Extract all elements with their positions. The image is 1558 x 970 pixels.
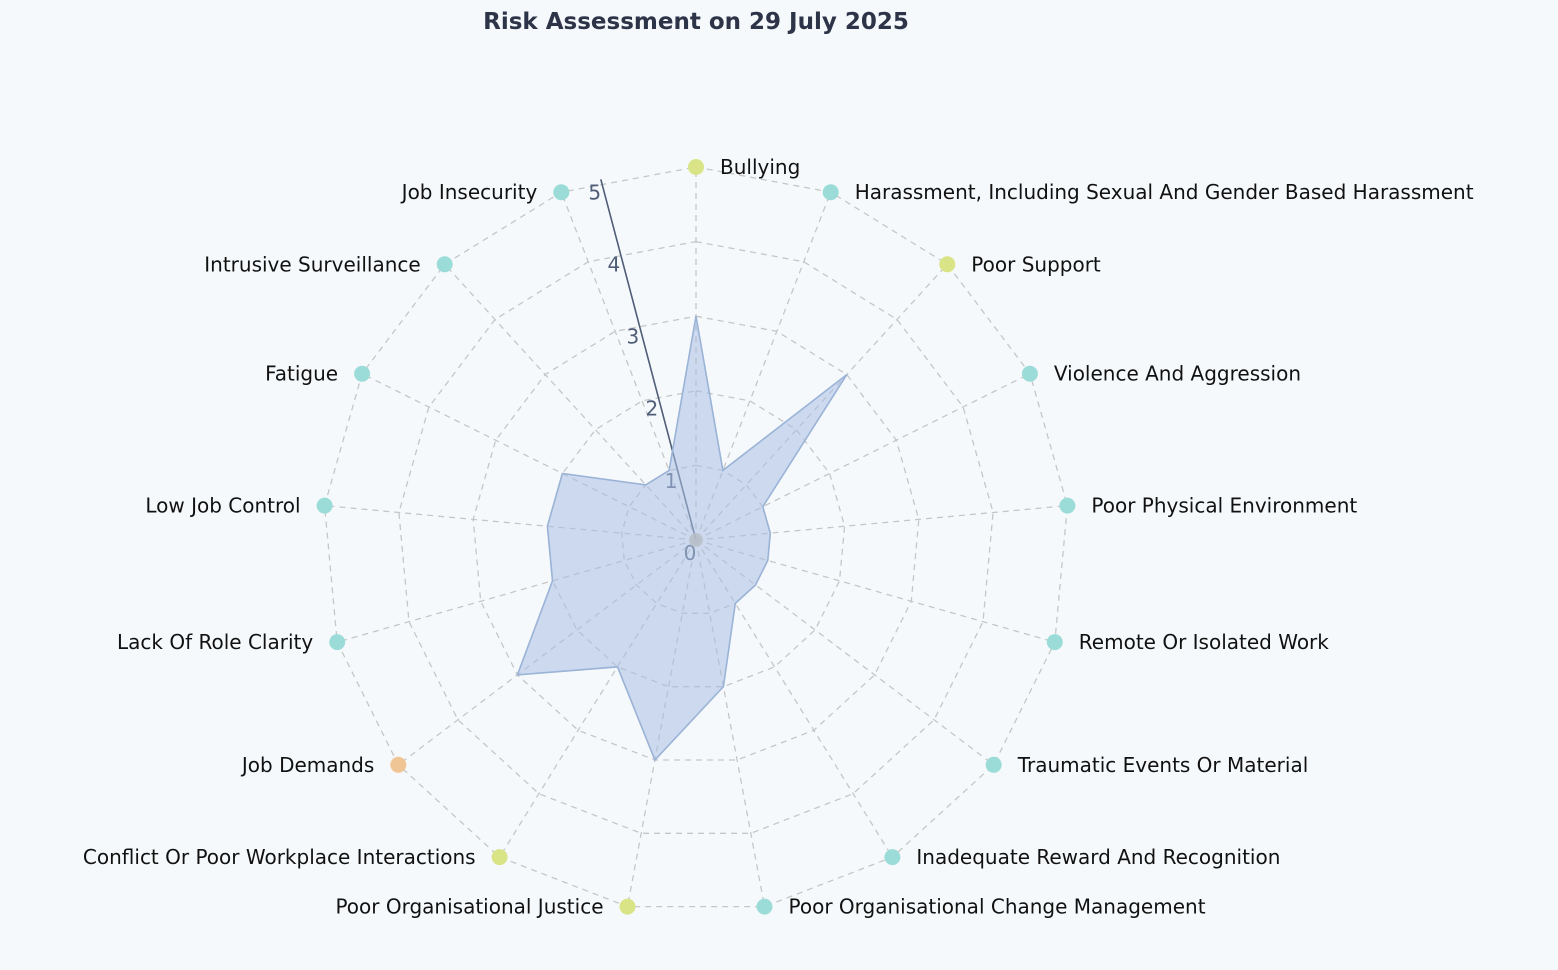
category-label: Poor Physical Environment: [1091, 493, 1358, 518]
category-label: Conflict Or Poor Workplace Interactions: [82, 845, 476, 870]
category-label: Harassment, Including Sexual And Gender Based Harassment: [854, 180, 1474, 205]
data-series: [517, 316, 846, 760]
category-label: Poor Support: [971, 252, 1101, 277]
chart-title: Risk Assessment on 29 July 2025: [483, 9, 909, 35]
category-marker: [1059, 498, 1075, 514]
category-label: Low Job Control: [145, 493, 301, 518]
series-area: [517, 316, 846, 760]
category-marker: [1022, 366, 1038, 382]
category-label: Inadequate Reward And Recognition: [916, 845, 1281, 870]
category-marker: [1047, 634, 1063, 650]
category-marker: [823, 184, 839, 200]
category-marker: [939, 256, 955, 272]
category-labels: [83, 155, 1474, 919]
category-label: Bullying: [720, 155, 801, 179]
tick-label: 3: [626, 324, 640, 349]
category-marker: [986, 757, 1002, 773]
category-marker: [688, 159, 704, 175]
category-marker: [884, 849, 900, 865]
category-marker: [757, 899, 773, 915]
center-marker: [689, 533, 703, 547]
category-marker: [620, 899, 636, 915]
category-marker: [437, 256, 453, 272]
tick-label: 5: [588, 180, 602, 205]
category-marker: [492, 849, 508, 865]
category-marker: [354, 366, 370, 382]
category-label: Lack Of Role Clarity: [117, 630, 314, 655]
category-label: Traumatic Events Or Material: [1017, 752, 1309, 777]
category-label: Poor Organisational Change Management: [788, 894, 1206, 919]
category-label: Violence And Aggression: [1053, 361, 1302, 386]
category-label: Fatigue: [265, 361, 339, 386]
tick-label: 4: [607, 252, 621, 277]
category-label: Intrusive Surveillance: [204, 252, 421, 277]
category-marker: [390, 757, 406, 773]
category-label: Job Insecurity: [401, 180, 538, 205]
category-marker: [317, 498, 333, 514]
category-marker: [329, 634, 345, 650]
category-label: Remote Or Isolated Work: [1078, 630, 1329, 655]
category-marker: [553, 184, 569, 200]
category-label: Job Demands: [241, 752, 375, 777]
category-label: Poor Organisational Justice: [335, 894, 604, 919]
tick-label: 2: [645, 396, 659, 421]
